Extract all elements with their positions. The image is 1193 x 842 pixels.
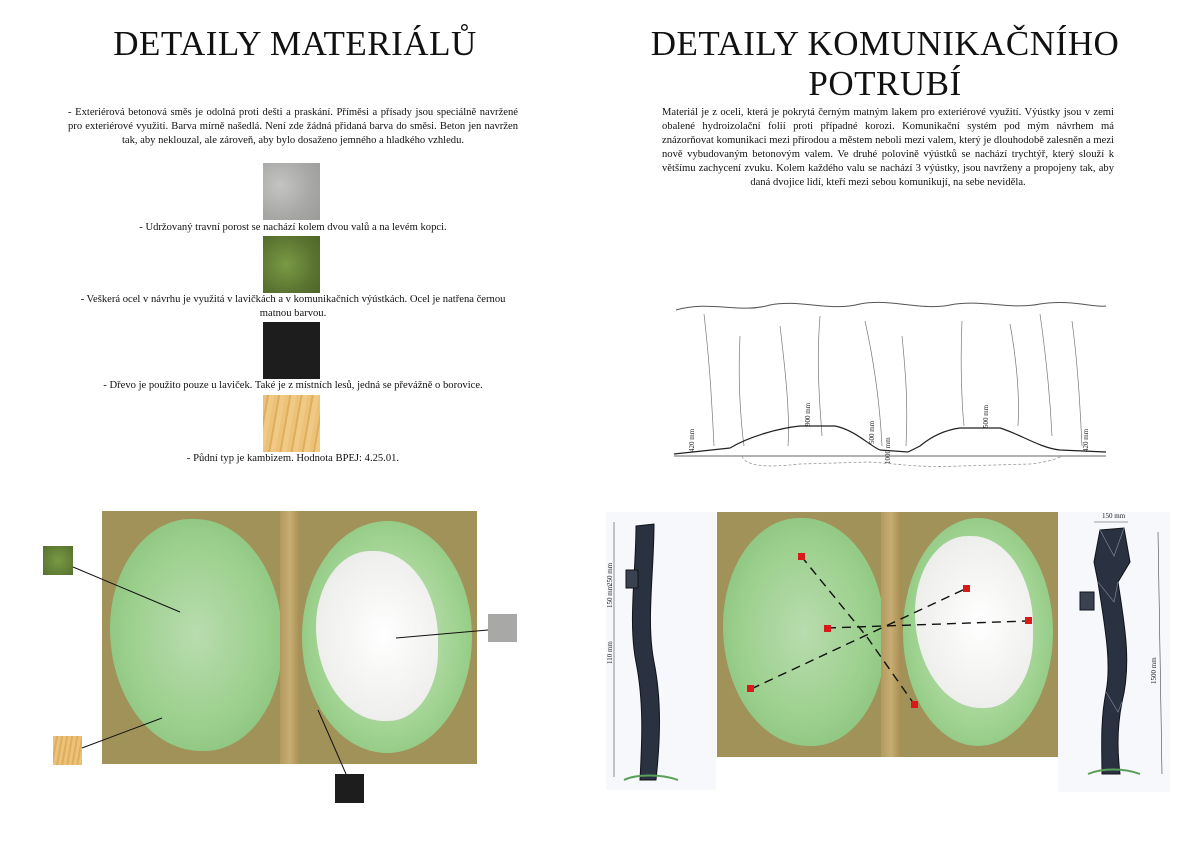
right-pipe-panel bbox=[1058, 512, 1170, 792]
section-dim-3: 500 mm bbox=[868, 420, 876, 444]
material-text-grass: - Udržovaný travní porost se nachází kolem dvou valů a na levém kopci. bbox=[139, 222, 447, 233]
material-text-concrete: - Exteriérová betonová směs je odolná proti dešti a praskání. Příměsi a přísady jsou speciálně navržené pro exteriérové využití. Barva mírně našedlá. Není zde žádná přidaná barva do směsi. Beton jen navržen tak, aby neklouzal, ale zároveň, aby bylo dosaženo jemného a hladkého vzhledu. bbox=[68, 107, 518, 146]
pipe-route bbox=[742, 456, 1062, 467]
section-drawing bbox=[670, 296, 1110, 466]
material-text-soil: - Půdní typ je kambizem. Hodnota BPEJ: 4.25.01. bbox=[186, 453, 400, 464]
section-dim-1: 420 mm bbox=[688, 428, 696, 452]
callout-line-wood bbox=[82, 718, 162, 748]
pipe-site-plan bbox=[717, 512, 1058, 757]
right-pipe-dim-1: 150 mm bbox=[1102, 512, 1126, 520]
left-pipe-dim-1: 250 mm bbox=[606, 562, 614, 586]
materials-title: DETAILY MATERIÁLŮ bbox=[113, 24, 477, 63]
callout-line-grass bbox=[73, 567, 180, 612]
outlet-4 bbox=[963, 585, 970, 592]
right-pipe-dim-2: 1500 mm bbox=[1150, 657, 1158, 684]
left-pipe-dim-3: 110 mm bbox=[606, 641, 614, 664]
pipe-title-line2: POTRUBÍ bbox=[808, 64, 962, 103]
callout-line-steel bbox=[318, 710, 346, 774]
tree-canopy-outline bbox=[676, 302, 1106, 310]
left-pipe-panel bbox=[606, 512, 716, 790]
outlet-markers bbox=[747, 553, 1032, 708]
material-text-wood: - Dřevo je použito pouze u laviček. Také je z místních lesů, jedná se převážně o borovice. bbox=[103, 380, 483, 391]
callout-line-concrete bbox=[396, 630, 488, 638]
left-pipe-branch bbox=[626, 570, 638, 588]
section-dim-6: 420 mm bbox=[1082, 428, 1090, 452]
outlet-5 bbox=[1025, 617, 1032, 624]
section-dim-2: 900 mm bbox=[804, 402, 812, 426]
material-text-steel: - Veškerá ocel v návrhu je využitá v lavičkách a v komunikačních výústkách. Ocel je natřena černou matnou barvou. bbox=[80, 294, 506, 319]
left-pipe-svg bbox=[606, 512, 716, 790]
outlet-3 bbox=[747, 685, 754, 692]
right-pipe-svg bbox=[1058, 512, 1170, 792]
right-pipe-branch bbox=[1080, 592, 1094, 610]
pipe-title-line1: DETAILY KOMUNIKAČNÍHO bbox=[650, 24, 1120, 63]
right-pipe-body bbox=[1094, 528, 1130, 774]
section-dim-5: 500 mm bbox=[982, 404, 990, 428]
section-dim-4: 1000 mm bbox=[884, 437, 892, 464]
outlet-6 bbox=[911, 701, 918, 708]
pipe-description: Materiál je z oceli, která je pokrytá černým matným lakem pro exteriérové využití. Výústky jsou v zemi obalené hydroizolační folií proti případné korozi. Komunikační systém pod mým návrhem má znázorňovat komunikaci mezi přírodou a městem neboli mezi valem, který je dlouhodobě zalesněn a mezi nově vybudovaným betonovým valem. Ve druhé polovině výústků se nachází trychtýř, který slouží k většímu zachycení zvuku. Kolem každého valu se nachází 3 výústky, jsou navrženy a propojeny tak, aby daná dvojice lidí, kteří mezi sebou komunikují, na sebe neviděla. bbox=[662, 107, 1114, 188]
left-pipe-dim-2: 150 mm bbox=[606, 584, 614, 608]
outlet-2 bbox=[824, 625, 831, 632]
pipe-connections bbox=[717, 512, 1058, 757]
tree-trunks bbox=[704, 314, 1082, 446]
left-pipe-body bbox=[632, 524, 659, 780]
outlet-1 bbox=[798, 553, 805, 560]
